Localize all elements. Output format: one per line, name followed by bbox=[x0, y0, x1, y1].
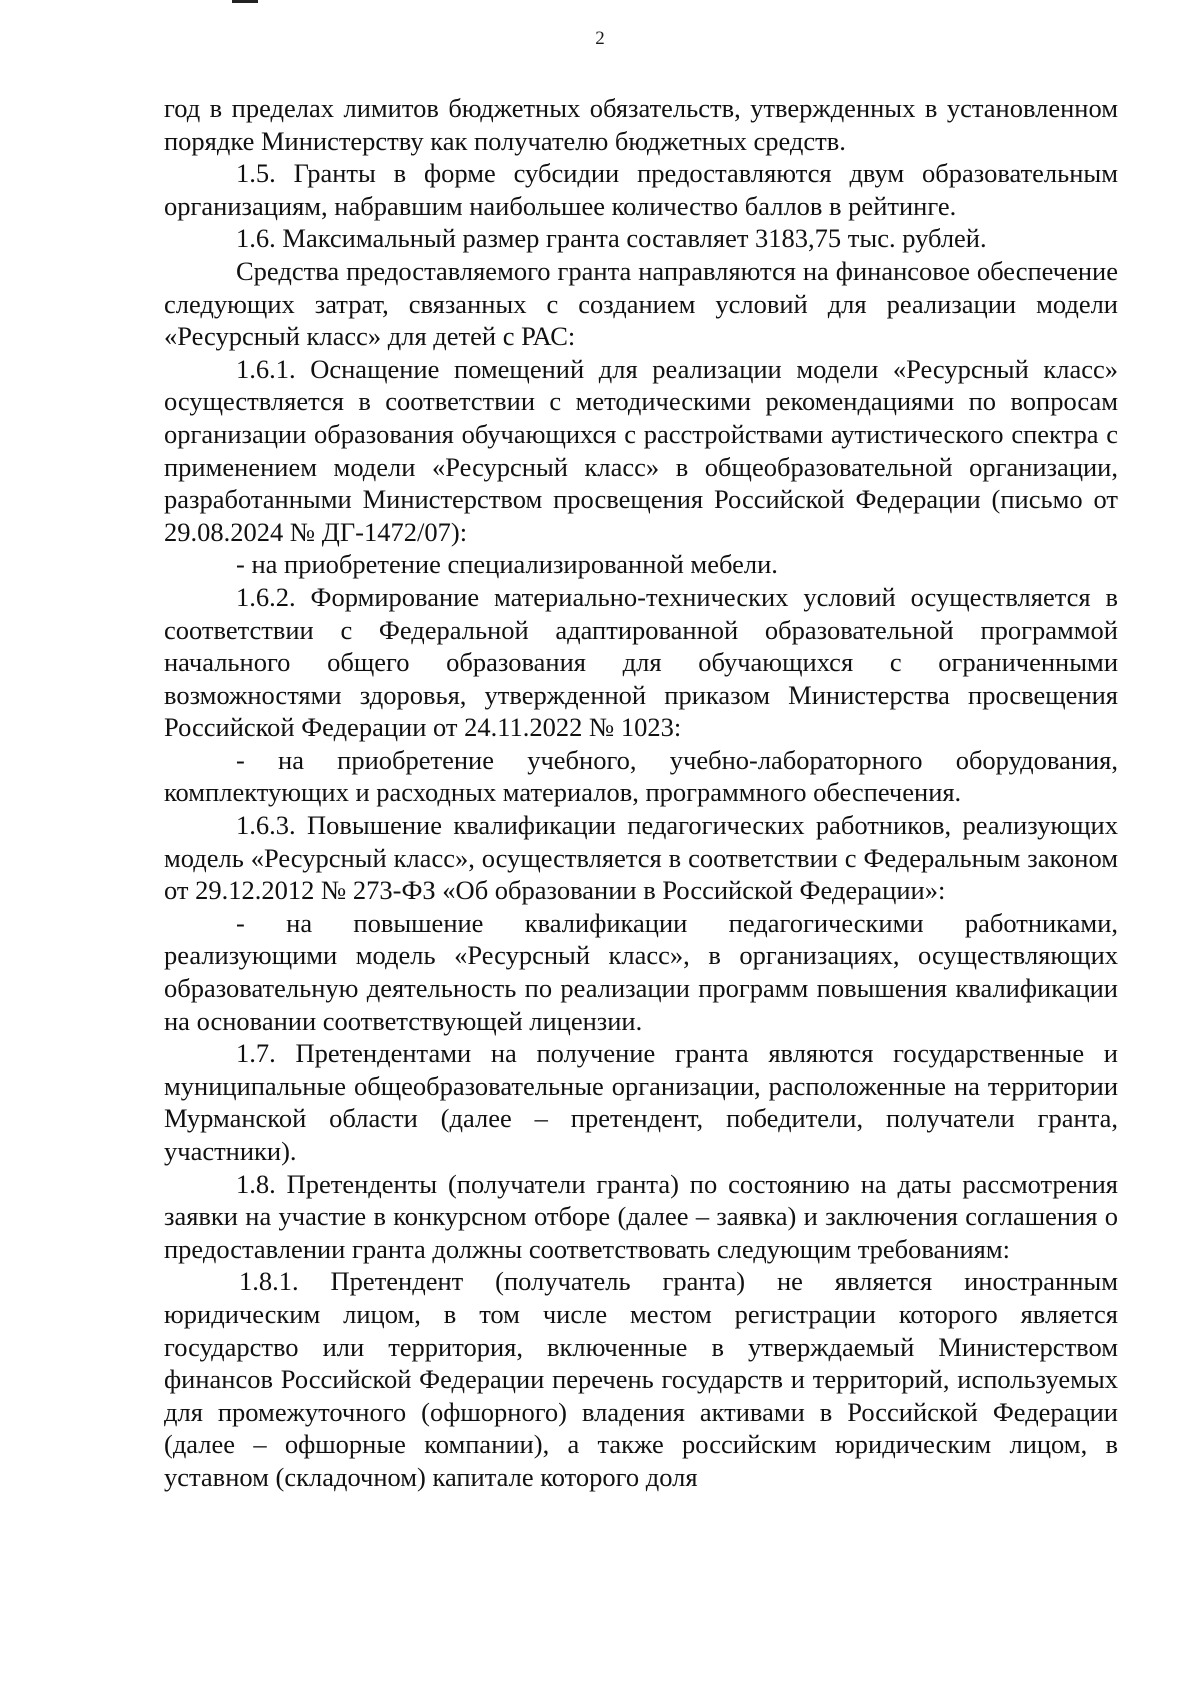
paragraph-1-6-2: 1.6.2. Формирование материально-технических условий осуществляется в соответствии с Федеральной адаптированной образовательной программой начального общего образования для обучающихся с ограниченными возможностями здоровья, утвержденной приказом Министерства просвещения Российской Федерации от 24.11.2022 № 1023: bbox=[164, 581, 1118, 743]
paragraph-1-8: 1.8. Претенденты (получатели гранта) по состоянию на даты рассмотрения заявки на участие в конкурсном отборе (далее – заявка) и заключения соглашения о предоставлении гранта должны соответствовать следующим требованиям: bbox=[164, 1168, 1118, 1264]
page-number: 2 bbox=[595, 28, 605, 49]
paragraph-1-6-1: 1.6.1. Оснащение помещений для реализации модели «Ресурсный класс» осуществляется в соответствии с методическими рекомендациями по вопросам организации образования обучающихся с расстройствами аутистического спектра с применением модели «Ресурсный класс» в общеобразовательной организации, разработанными Министерством просвещения Российской Федерации (письмо от 29.08.2024 № ДГ-1472/07): bbox=[164, 353, 1118, 547]
paragraph-equipment-item: - на приобретение учебного, учебно-лабораторного оборудования, комплектующих и расходных материалов, программного обеспечения. bbox=[164, 744, 1118, 808]
paragraph-grant-funds: Средства предоставляемого гранта направляются на финансовое обеспечение следующих затрат, связанных с созданием условий для реализации модели «Ресурсный класс» для детей с РАС: bbox=[164, 255, 1118, 352]
paragraph-continuation: год в пределах лимитов бюджетных обязательств, утвержденных в установленном порядке Министерству как получателю бюджетных средств. bbox=[164, 93, 1118, 156]
paragraph-1-7: 1.7. Претендентами на получение гранта являются государственные и муниципальные общеобразовательные организации, расположенные на территории Мурманской области (далее – претендент, победители, получатели гранта, участники). bbox=[164, 1038, 1118, 1166]
document-text-body bbox=[164, 92, 1118, 1494]
paragraph-1-8-1: 1.8.1. Претендент (получатель гранта) не является иностранным юридическим лицом, в том числе местом регистрации которого является государство или территория, включенные в утверждаемый Министерством финансов Российской Федерации перечень государств и территорий, используемых для промежуточного (офшорного) владения активами в Российской Федерации (далее – офшорные компании), а также российским юридическим лицом, в уставном (складочном) капитале которого доля bbox=[164, 1266, 1118, 1492]
paragraph-1-6-3: 1.6.3. Повышение квалификации педагогических работников, реализующих модель «Ресурсный класс», осуществляется в соответствии с Федеральным законом от 29.12.2012 № 273-ФЗ «Об образовании в Российской Федерации»: bbox=[164, 810, 1118, 906]
paragraph-1-6: 1.6. Максимальный размер гранта составляет 3183,75 тыс. рублей. bbox=[236, 223, 987, 254]
paragraph-training-item: - на повышение квалификации педагогическими работниками, реализующими модель «Ресурсный класс», в организациях, осуществляющих образовательную деятельность по реализации программ повышения квалификации на основании соответствующей лицензии. bbox=[164, 907, 1118, 1036]
paragraph-1-5: 1.5. Гранты в форме субсидии предоставляются двум образовательным организациям, набравшим наибольшее количество баллов в рейтинге. bbox=[164, 158, 1118, 221]
scan-artifact-mark bbox=[232, 0, 258, 3]
paragraph-furniture-item: - на приобретение специализированной мебели. bbox=[236, 549, 778, 580]
